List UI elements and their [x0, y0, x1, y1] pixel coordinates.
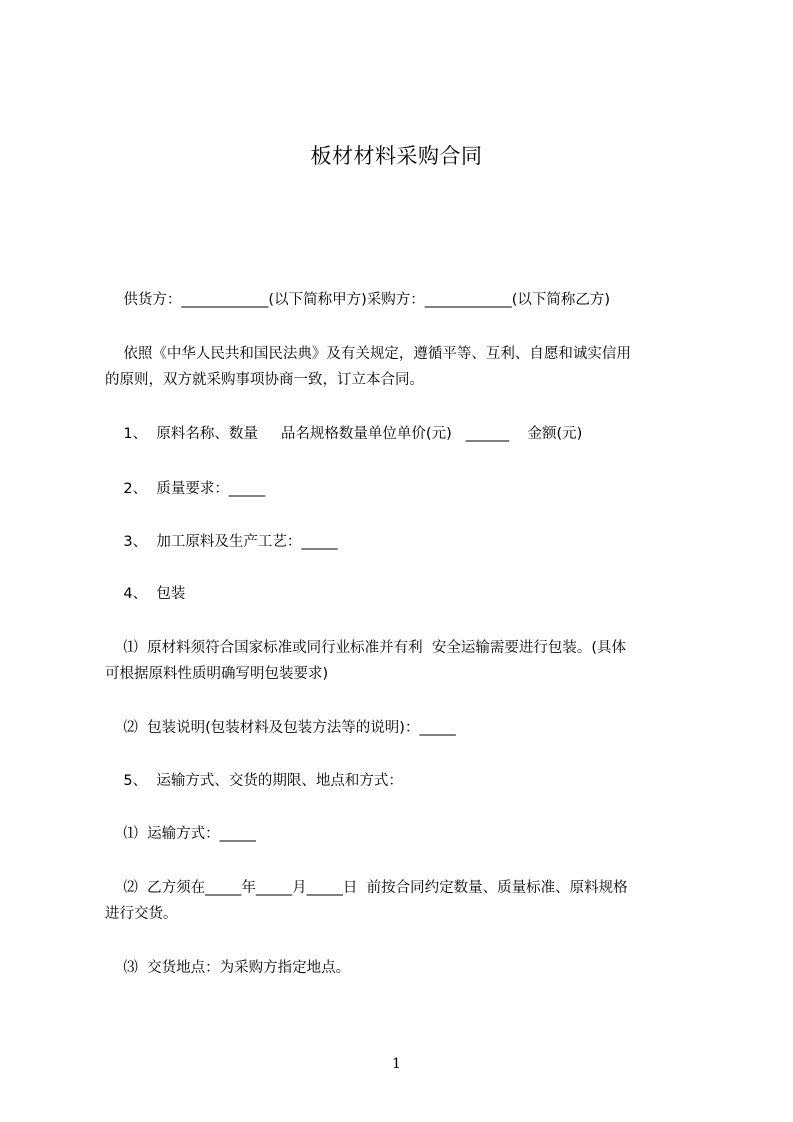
clause-3: 3、 加工原料及生产工艺：_____ — [105, 534, 338, 550]
clause-2: 2、 质量要求：_____ — [105, 481, 266, 497]
clause-4-1-line-1: ⑴ 原材料须符合国家标准或同行业标准并有利 安全运输需要进行包装。(具体 — [105, 640, 627, 656]
document-title: 板材材料采购合同 — [310, 144, 483, 168]
clause-5-1: ⑴ 运输方式：_____ — [105, 826, 256, 842]
clause-1: 1、 原料名称、数量 品名规格数量单位单价(元) ______ 金额(元) — [105, 426, 583, 442]
clause-5-2-line-1: ⑵ 乙方须在_____年_____月_____日 前按合同约定数量、质量标准、原料规格 — [105, 880, 628, 896]
parties-line: 供货方：____________(以下简称甲方)采购方：____________(以下简称乙方) — [105, 292, 611, 308]
clause-4-1-line-2: 可根据原料性质明确写明包装要求) — [105, 666, 329, 682]
preamble-line-1: 依照《中华人民共和国民法典》及有关规定，遵循平等、互利、自愿和诚实信用 — [105, 346, 631, 362]
clause-4-2: ⑵ 包装说明(包装材料及包装方法等的说明)：_____ — [105, 720, 456, 736]
preamble-line-2: 的原则，双方就采购事项协商一致，订立本合同。 — [105, 372, 424, 388]
clause-4: 4、 包装 — [105, 586, 186, 602]
clause-5-3: ⑶ 交货地点：为采购方指定地点。 — [105, 960, 351, 976]
clause-5-2-line-2: 进行交货。 — [105, 906, 178, 922]
page-number: 1 — [392, 1056, 401, 1072]
clause-5: 5、 运输方式、交货的期限、地点和方式： — [105, 773, 403, 789]
